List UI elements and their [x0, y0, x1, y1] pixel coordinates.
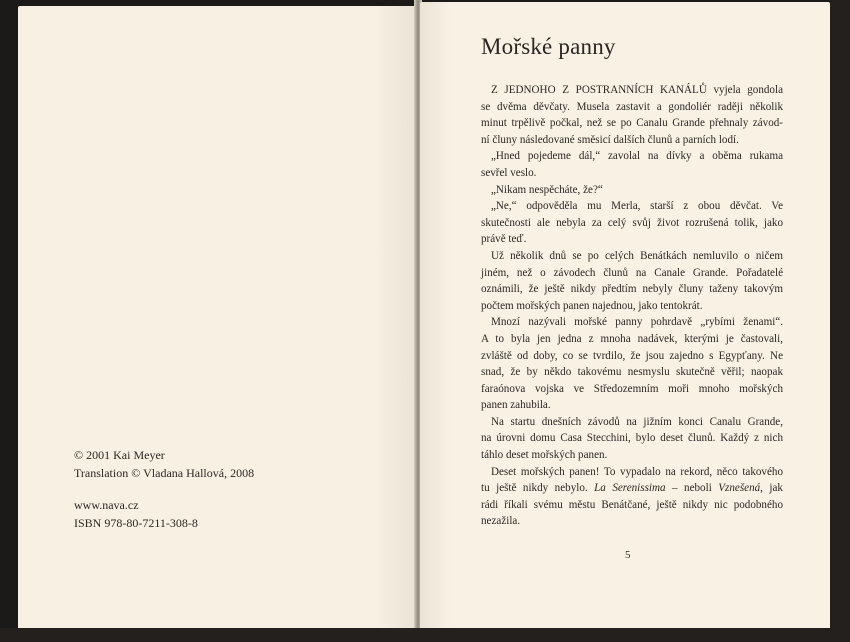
paragraph — [481, 82, 783, 148]
translation-line: Translation © Vladana Hallová, 2008 — [74, 466, 255, 480]
page-number: 5 — [625, 549, 631, 561]
book-edge-right — [830, 0, 850, 642]
text-line: se dvěma děvčaty. Musela zastavit a gondoliér raději několik — [481, 100, 783, 113]
text-line: A to byla jen jedna z mnoha nadávek, kterými je častovali, — [481, 332, 783, 345]
text-line: na úrovni domu Casa Stecchini, bylo deset člunů. Každý z nich — [481, 432, 783, 445]
text-line: sevřel veslo. — [481, 166, 537, 179]
text-line: Už několik dnů se po celých Benátkách nemluvilo o ničem — [491, 249, 783, 262]
text-line: Mnozí nazývali mořské panny pohrdavě „rybími ženami“. — [491, 316, 783, 329]
book-edge-bottom — [0, 628, 850, 642]
text-line: panen zahubila. — [481, 399, 551, 412]
paragraph — [481, 148, 783, 181]
text-line: „Hned pojedeme dál,“ zavolal na dívky a oběma rukama — [491, 150, 783, 163]
paragraph — [481, 314, 783, 414]
text-line: minut trpělivě počkal, než se po Canalu Grande přehnaly závod- — [481, 117, 783, 130]
website-line: www.nava.cz — [74, 498, 139, 512]
text-line: právě teď. — [481, 233, 527, 246]
text-line: Deset mořských panen! To vypadalo na rekord, něco takového — [491, 465, 783, 478]
imprint-spacer — [74, 482, 254, 496]
text-line: rádi říkali svému městu Benátčané, ještě nikdy nic podobného — [481, 498, 783, 511]
text-line: „Ne,“ odpověděla mu Merla, starší z obou děvčat. Ve — [491, 200, 783, 213]
paragraph — [481, 198, 783, 248]
text-line: Na startu dnešních závodů na jižním konci Canalu Grande, — [491, 415, 783, 428]
text-line: jiném, než o závodech člunů na Canale Grande. Pořadatelé — [481, 266, 783, 279]
text-line: snad, že by někdo takovému nesmyslu skutečně věřil; naopak — [481, 366, 783, 379]
isbn-line: ISBN 978-80-7211-308-8 — [74, 516, 198, 530]
paragraph — [481, 414, 783, 464]
paragraph — [481, 248, 783, 314]
chapter-title: Mořské panny — [481, 34, 616, 59]
text-line: tu ještě nikdy nebylo. La Serenissima – neboli Vznešená, jak — [481, 482, 783, 495]
imprint-block — [74, 446, 254, 532]
copyright-line: © 2001 Kai Meyer — [74, 448, 165, 462]
text-line: skutečnosti ale nebyla za celý svůj život rozrušená tolik, jako — [481, 216, 783, 229]
chapter-body-text — [481, 82, 783, 530]
text-line: zvláště od doby, co se tvrdilo, že jsou zajedno s Egypťany. Ne — [481, 349, 783, 362]
left-page — [18, 6, 416, 630]
paragraph — [481, 464, 783, 530]
text-line: faraónova vojska ve Středozemním moři mnoho mořských — [481, 382, 783, 395]
text-line: „Nikam nespěcháte, že?“ — [491, 183, 603, 196]
text-line: táhlo deset mořských panen. — [481, 449, 608, 462]
paragraph — [481, 182, 783, 199]
text-line: počtem mořských panen najednou, jako tentokrát. — [481, 299, 703, 312]
text-line: ní čluny následované směsicí dalších člunů a parních lodí. — [481, 133, 739, 146]
text-line: nezažila. — [481, 515, 521, 528]
text-line: oznámili, že ještě nikdy předtím nebyly čluny taženy takovým — [481, 283, 783, 296]
text-line: Z JEDNOHO Z POSTRANNÍCH KANÁLŮ vyjela gondola — [491, 84, 783, 96]
